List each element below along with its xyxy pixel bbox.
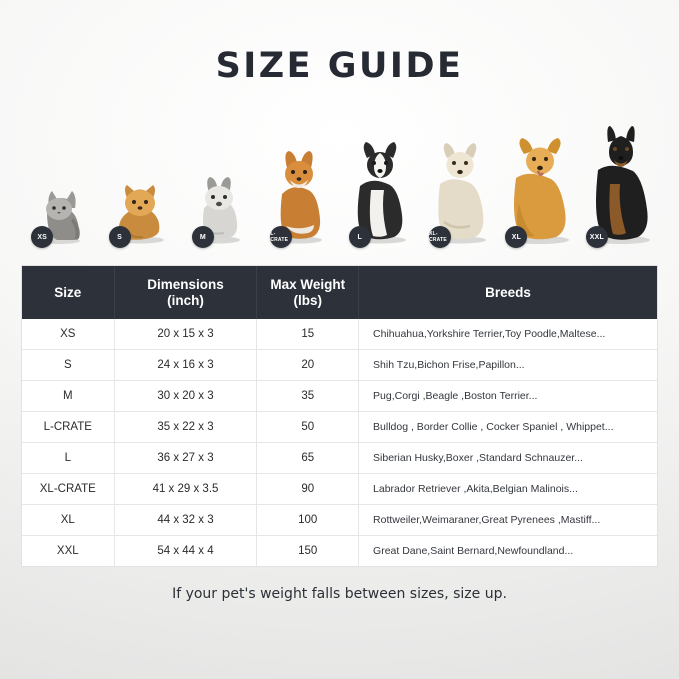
- pet-l: [340, 138, 420, 244]
- header-dimensions-label: Dimensions: [147, 277, 224, 292]
- cell-size: XL-CRATE: [22, 474, 114, 505]
- badge-m: M: [192, 226, 214, 248]
- cell-breeds: Bulldog , Border Collie , Cocker Spaniel , Whippet...: [359, 412, 657, 443]
- size-table-container: [22, 266, 657, 566]
- header-breeds: [359, 266, 657, 319]
- cell-size: XL: [22, 505, 114, 536]
- header-size: [22, 266, 114, 319]
- cell-breeds: Shih Tzu,Bichon Frise,Papillon...: [359, 350, 657, 381]
- cell-size: S: [22, 350, 114, 381]
- cell-dimensions: 44 x 32 x 3: [114, 505, 257, 536]
- cell-size: M: [22, 381, 114, 412]
- size-table: [22, 266, 657, 566]
- badge-s: S: [109, 226, 131, 248]
- table-header: [22, 266, 657, 319]
- pet-m: [179, 168, 259, 244]
- table-row: [22, 381, 657, 412]
- badge-xs: XS: [31, 226, 53, 248]
- cell-dimensions: 36 x 27 x 3: [114, 443, 257, 474]
- table-row: [22, 319, 657, 350]
- cell-max-weight: 20: [257, 350, 359, 381]
- cell-dimensions: 20 x 15 x 3: [114, 319, 257, 350]
- cell-max-weight: 100: [257, 505, 359, 536]
- pet-xxl: [581, 124, 661, 244]
- table-row: [22, 505, 657, 536]
- badge-xl: XL: [505, 226, 527, 248]
- cell-dimensions: 24 x 16 x 3: [114, 350, 257, 381]
- cell-size: XS: [22, 319, 114, 350]
- cell-breeds: Pug,Corgi ,Beagle ,Boston Terrier...: [359, 381, 657, 412]
- cell-max-weight: 150: [257, 536, 359, 567]
- table-body: [22, 319, 657, 566]
- cell-max-weight: 50: [257, 412, 359, 443]
- header-max-weight-unit: (lbs): [293, 292, 322, 308]
- badge-l-crate: L-CRATE: [270, 226, 292, 248]
- cell-size: XXL: [22, 536, 114, 567]
- pet-l-crate: [259, 146, 339, 244]
- pet-xl: [500, 134, 580, 244]
- pet-xs: [18, 182, 98, 244]
- badge-xl-crate: XL-CRATE: [429, 226, 451, 248]
- cell-max-weight: 65: [257, 443, 359, 474]
- cell-max-weight: 90: [257, 474, 359, 505]
- cell-breeds: Great Dane,Saint Bernard,Newfoundland...: [359, 536, 657, 567]
- cell-max-weight: 15: [257, 319, 359, 350]
- badge-xxl: XXL: [586, 226, 608, 248]
- cell-breeds: Labrador Retriever ,Akita,Belgian Malinois...: [359, 474, 657, 505]
- header-max-weight-label: Max Weight: [270, 277, 346, 292]
- header-dimensions: [114, 266, 257, 319]
- table-row: [22, 412, 657, 443]
- cell-dimensions: 35 x 22 x 3: [114, 412, 257, 443]
- table-row: [22, 443, 657, 474]
- cell-dimensions: 54 x 44 x 4: [114, 536, 257, 567]
- header-size-label: Size: [54, 284, 82, 300]
- cell-size: L: [22, 443, 114, 474]
- cell-breeds: Rottweiler,Weimaraner,Great Pyrenees ,Mastiff...: [359, 505, 657, 536]
- footnote: If your pet's weight falls between sizes, size up.: [172, 586, 507, 603]
- page-title: SIZE GUIDE: [215, 46, 464, 86]
- header-max-weight: [257, 266, 359, 319]
- cell-dimensions: 41 x 29 x 3.5: [114, 474, 257, 505]
- header-dimensions-unit: (inch): [167, 292, 204, 308]
- cell-breeds: Siberian Husky,Boxer ,Standard Schnauzer...: [359, 443, 657, 474]
- header-breeds-label: Breeds: [485, 284, 531, 300]
- cell-max-weight: 35: [257, 381, 359, 412]
- cell-breeds: Chihuahua,Yorkshire Terrier,Toy Poodle,Maltese...: [359, 319, 657, 350]
- pet-illustration-strip: [18, 104, 661, 244]
- table-row: [22, 536, 657, 567]
- pet-s: [98, 176, 178, 244]
- table-header-row: [22, 266, 657, 319]
- pet-xl-crate: [420, 138, 500, 244]
- table-row: [22, 474, 657, 505]
- cell-size: L-CRATE: [22, 412, 114, 443]
- table-row: [22, 350, 657, 381]
- cell-dimensions: 30 x 20 x 3: [114, 381, 257, 412]
- badge-l: L: [349, 226, 371, 248]
